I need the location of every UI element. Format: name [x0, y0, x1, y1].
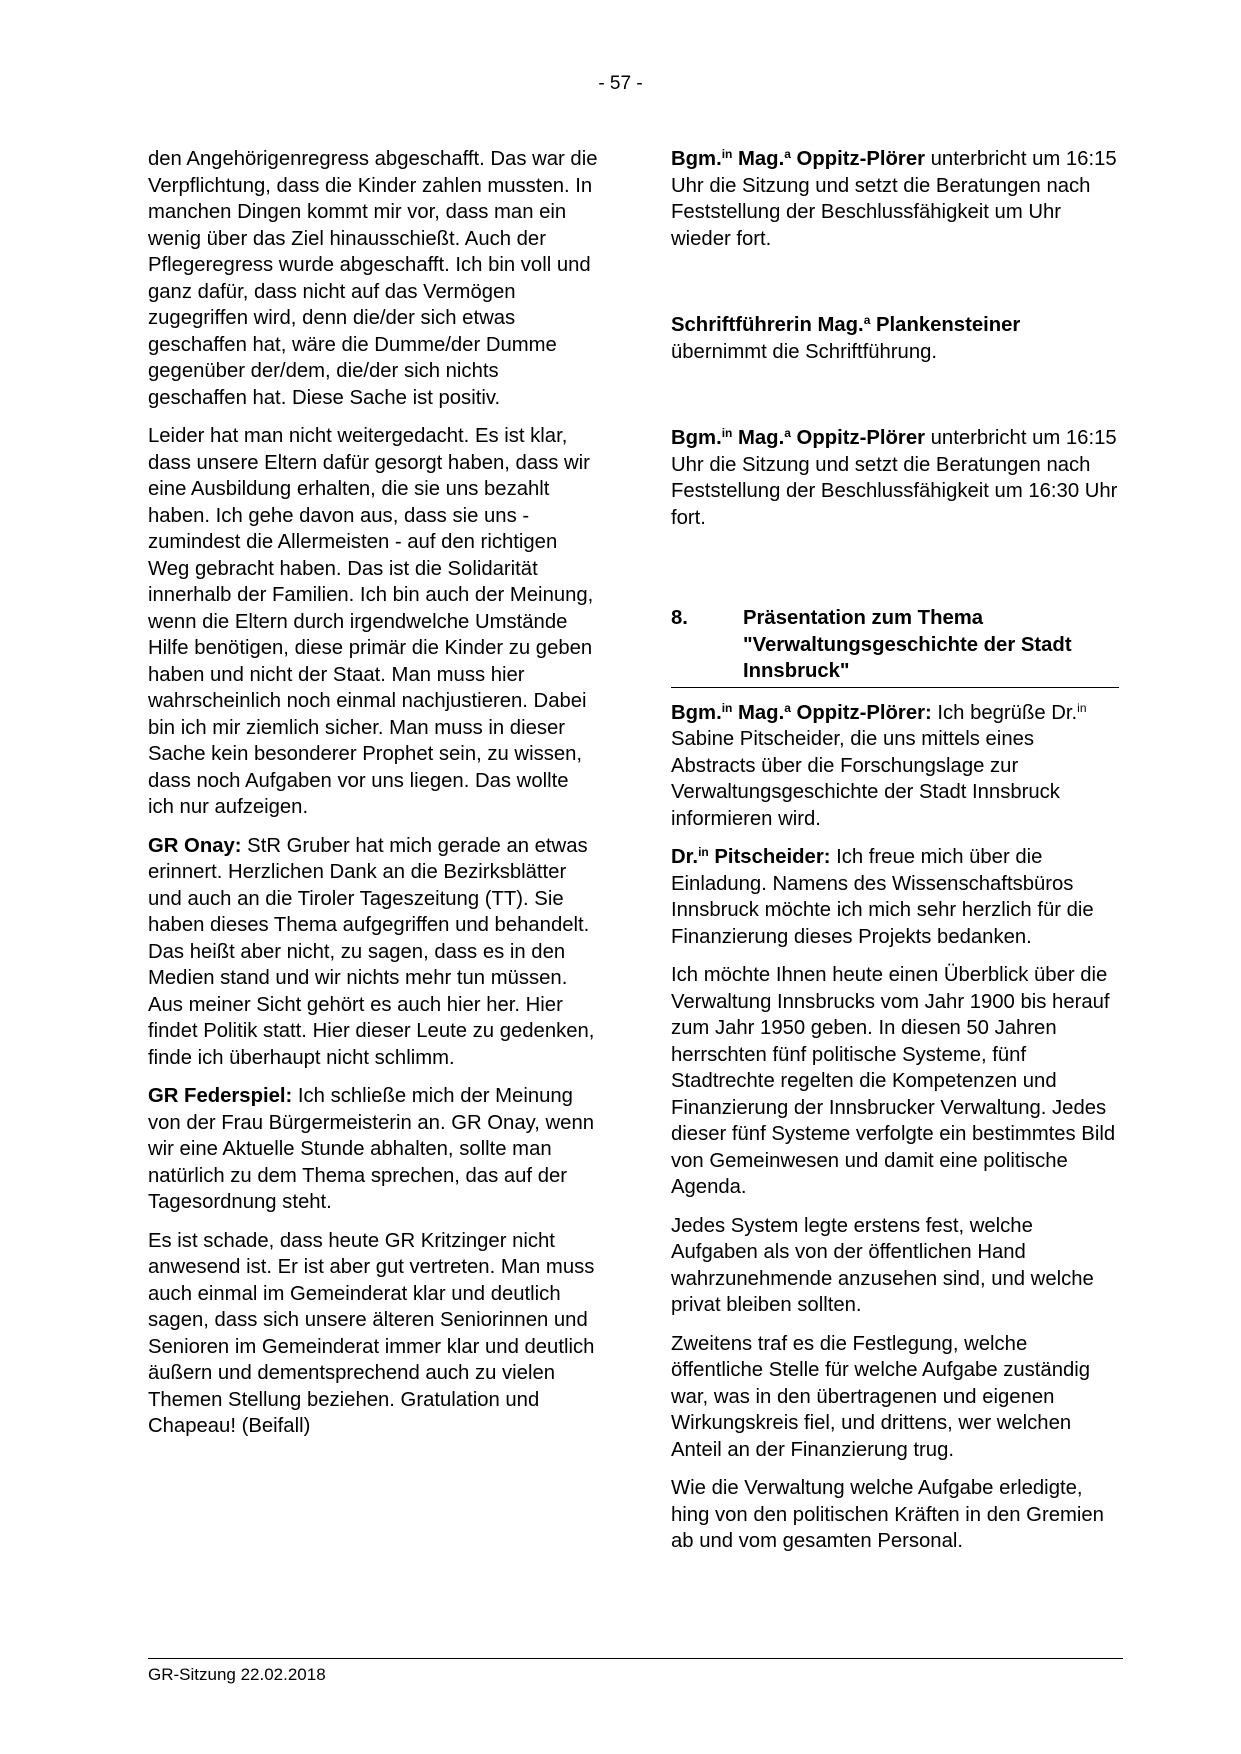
speaker-federspiel: GR Federspiel: [148, 1085, 293, 1107]
right-column [671, 146, 1121, 1567]
paragraph-begruessung: Bgm.$^{in}$ Mag.$^a$ Oppitz-Plörer: Ich begrüße Dr.$^{in}$ Sabine Pitscheider, die uns mittels eines Abstracts über die Forschungslage zur Verwaltungsgeschichte der Stadt Innsbruck informieren wird. [671, 700, 1087, 830]
agenda-number: 8. [671, 607, 688, 629]
text-unterbrechung-2: unterbricht um 16:15 Uhr die Sitzung und setzt die Beratungen nach Feststellung der Beschlussfähigkeit um 16:30 Uhr fort. [671, 427, 1118, 529]
paragraph-schriftfuehrung [671, 312, 1121, 365]
paragraph-onay [148, 833, 598, 1072]
left-column [148, 146, 598, 1452]
footer-rule [148, 1658, 1123, 1659]
speech-federspiel: Ich schließe mich der Meinung von der Frau Bürgermeisterin an. GR Onay, wenn wir eine Aktuelle Stunde abhalten, sollte man natürlich zu dem Thema sprechen, das auf der Tagesordnung steht. [148, 1085, 595, 1213]
paragraph-kritzinger: Es ist schade, dass heute GR Kritzinger nicht anwesend ist. Er ist aber gut vertreten. Man muss auch einmal im Gemeinderat klar und deutlich sagen, dass sich unsere älteren Seniorinnen und Senioren im Gemeinderat immer klar und deutlich äußern und dementsprechend auch zu vielen Themen Stellung beziehen. Gratulation und Chapeau! (Beifall) [148, 1229, 595, 1437]
paragraph-unterbrechung-1 [671, 146, 1121, 252]
speech-onay: StR Gruber hat mich gerade an etwas erinnert. Herzlichen Dank an die Bezirksblätter und auch an die Tiroler Tageszeitung (TT). Sie haben dieses Thema aufgegriffen und behandelt. Das heißt aber nicht, zu sagen, dass es in den Medien stand und wir nichts mehr tun müssen. Aus meiner Sicht gehört es auch hier her. Hier findet Politik statt. Hier dieser Leute zu gedenken, finde ich überhaupt nicht schlimm. [148, 834, 595, 1069]
speaker-bgm-3: Bgm.$^{in}$ Mag.$^a$ Oppitz-Plörer: [671, 700, 932, 724]
paragraph-erstens: Jedes System legte erstens fest, welche Aufgaben als von der öffentlichen Hand wahrzunehmende anzusehen sind, und welche privat bleiben sollten. [671, 1214, 1094, 1316]
speaker-pitscheider: Dr.$^{in}$ Pitscheider: [671, 845, 831, 868]
text-unterbrechung-1: unterbricht um 16:15 Uhr die Sitzung und setzt die Beratungen nach Feststellung der Beschlussfähigkeit um Uhr wieder fort. [671, 148, 1117, 250]
speaker-schriftfuehrerin: Schriftführerin Mag.$^a$ Plankensteiner [671, 313, 1021, 336]
text-schriftfuehrung: übernimmt die Schriftführung. [671, 340, 938, 363]
agenda-item-8 [671, 605, 1119, 688]
footer-text: GR-Sitzung 22.02.2018 [148, 1665, 326, 1684]
paragraph-solidaritaet: Leider hat man nicht weitergedacht. Es ist klar, dass unsere Eltern dafür gesorgt haben, dass wir eine Ausbildung erhalten, die sie uns bezahlt haben. Ich gehe davon aus, dass sie uns - zumindest die Allermeisten - auf den richtigen Weg gebracht haben. Das ist die Solidarität innerhalb der Familien. Ich bin auch der Meinung, wenn die Eltern durch irgendwelche Umstände Hilfe benötigen, diese primär die Kinder zu geben haben und nicht der Staat. Man muss hier wahrscheinlich noch einmal nachjustieren. Dabei bin ich mir ziemlich sicher. Man muss in dieser Sache kein besonderer Prophet sein, zu wissen, dass noch Aufgaben vor uns liegen. Das wollte ich nur aufzeigen. [148, 425, 594, 818]
paragraph-verwaltung: Wie die Verwaltung welche Aufgabe erledigte, hing von den politischen Kräften in den Gremien ab und vom gesamten Personal. [671, 1477, 1104, 1552]
speaker-bgm-2: Bgm.$^{in}$ Mag.$^a$ Oppitz-Plörer [671, 426, 925, 449]
paragraph-zweitens: Zweitens traf es die Festlegung, welche öffentliche Stelle für welche Aufgabe zuständig war, was in den übertragenen und eigenen Wirkungskreis fiel, und drittens, wer welchen Anteil an der Finanzierung trug. [671, 1332, 1091, 1461]
paragraph-angehoerigenregress: den Angehörigenregress abgeschafft. Das war die Verpflichtung, dass die Kinder zahlen mussten. In manchen Dingen kommt mir vor, dass man ein wenig über das Ziel hinausschießt. Auch der Pflegeregress wurde abgeschafft. Ich bin voll und ganz dafür, dass nicht auf das Vermögen zugegriffen wird, denn die/der sich etwas geschaffen hat, wäre die Dumme/der Dumme gegenüber der/dem, die/der sich nichts geschaffen hat. Diese Sache ist positiv. [148, 148, 598, 409]
page-number: - 57 - [598, 73, 643, 94]
paragraph-federspiel [148, 1083, 598, 1216]
paragraph-unterbrechung-2 [671, 425, 1121, 531]
speaker-onay: GR Onay: [148, 834, 242, 857]
paragraph-ueberblick: Ich möchte Ihnen heute einen Überblick über die Verwaltung Innsbrucks vom Jahr 1900 bis herauf zum Jahr 1950 geben. In diesen 50 Jahren herrschten fünf politische Systeme, fünf Stadtrechte regelten die Kompetenzen und Finanzierung der Innsbrucker Verwaltung. Jedes dieser fünf Systeme verfolgte ein bestimmtes Bild von Gemeinwesen und damit eine politische Agenda. [671, 964, 1116, 1198]
agenda-title: Präsentation zum Thema "Verwaltungsgeschichte der Stadt Innsbruck" [743, 607, 1072, 682]
speaker-bgm-1: Bgm.$^{in}$ Mag.$^a$ Oppitz-Plörer [671, 147, 925, 170]
paragraph-pitscheider: Dr.$^{in}$ Pitscheider: Ich freue mich über die Einladung. Namens des Wissenschaftsbüros Innsbruck möchte ich mich sehr herzlich für die Finanzierung dieses Projekts bedanken. [671, 845, 1094, 948]
